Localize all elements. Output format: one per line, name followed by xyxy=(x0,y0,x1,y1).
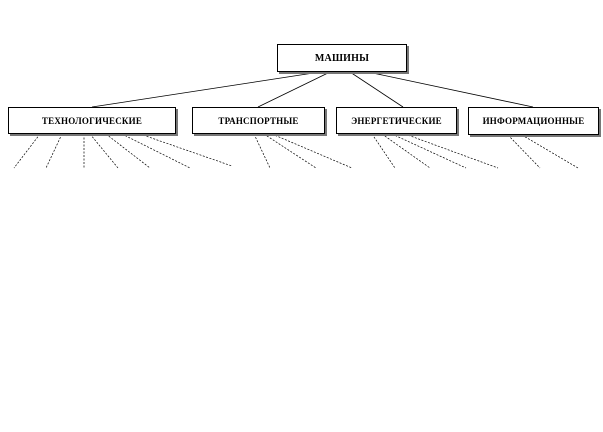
connector-root-energy xyxy=(350,72,403,107)
connector-root-trans xyxy=(258,72,330,107)
category-node-technological xyxy=(8,107,176,134)
leaf-line-energy-3 xyxy=(392,134,466,168)
leaf-line-tech-5 xyxy=(106,134,150,168)
category-label-energy: ЭНЕРГЕТИЧЕСКИЕ xyxy=(351,115,442,126)
category-label-information: ИНФОРМАЦИОННЫЕ xyxy=(482,116,585,126)
leaf-line-trans-3 xyxy=(272,134,352,168)
leaf-line-info-1 xyxy=(508,135,540,168)
leaf-line-tech-4 xyxy=(90,134,118,168)
leaf-line-tech-1 xyxy=(14,134,40,168)
connector-root-tech xyxy=(92,72,320,107)
category-node-energy xyxy=(336,107,457,134)
leaf-line-energy-2 xyxy=(382,134,430,168)
connector-root-info xyxy=(368,72,533,107)
leaf-line-energy-4 xyxy=(405,134,498,168)
leaf-line-tech-2 xyxy=(46,134,62,168)
leaf-line-trans-2 xyxy=(264,134,316,168)
category-node-transport xyxy=(192,107,325,134)
leaf-line-energy-1 xyxy=(372,134,395,168)
leaf-line-info-2 xyxy=(522,135,578,168)
leaf-line-trans-1 xyxy=(254,134,270,168)
category-label-technological: ТЕХНОЛОГИЧЕСКИЕ xyxy=(41,115,143,126)
root-node-label: МАШИНЫ xyxy=(314,52,370,64)
root-node-machines xyxy=(277,44,407,72)
leaf-line-tech-6 xyxy=(122,134,190,168)
category-label-transport: ТРАНСПОРТНЫЕ xyxy=(218,115,299,126)
category-node-information xyxy=(468,107,599,135)
